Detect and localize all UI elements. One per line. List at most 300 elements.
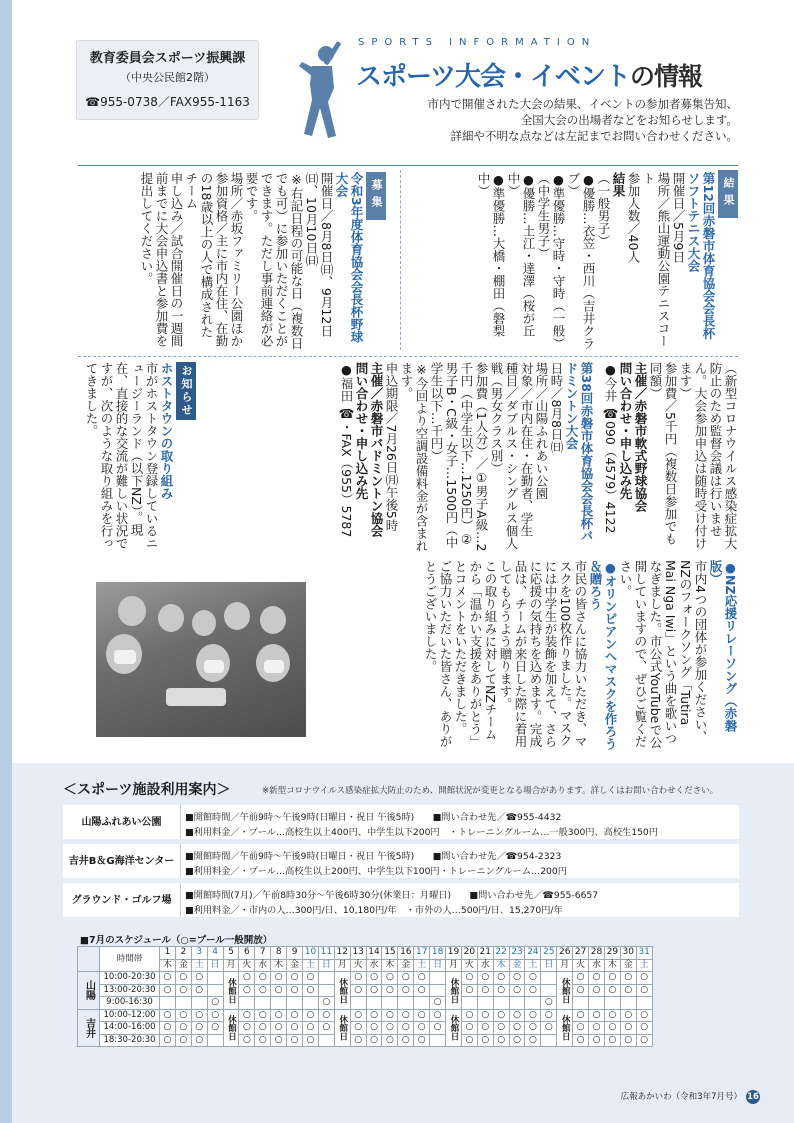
title-suffix: の情報 [629,62,702,91]
schedule-cell: ○ [461,972,477,985]
tennis-line: ●準優勝…守時・守時（一般） [551,172,566,350]
schedule-cell: ○ [493,1034,509,1047]
schedule-cell: ○ [287,972,303,985]
schedule-weekday: 金 [287,959,303,972]
schedule-day: 9 [287,947,303,960]
schedule-cell [398,997,414,1010]
schedule-cell: ○ [430,1022,446,1035]
schedule-cell: ○ [239,1009,255,1022]
schedule-day: 31 [636,947,652,960]
schedule-cell: ○ [160,1022,176,1035]
intro-line: 全国大会の出場者などをお知らせします。 [520,113,738,127]
baseball2-line: （新型コロナウイルス感染症拡大防止のため監督会議は行いません。大会参加申込は随時受け付けます） [678,362,738,550]
tennis-section [476,172,716,350]
schedule-cell: ○ [620,972,636,985]
schedule-day: 3 [191,947,207,960]
schedule-cell: ○ [350,984,366,997]
badminton-line: 参加費（1人分）／①男子A級…2千円（中学生以下…1250円）②男子B・C級・女子…1500円（中学生以下…千円） [429,362,489,552]
schedule-cell [207,984,223,997]
schedule-cell: ○ [525,1034,541,1047]
schedule-day: 14 [366,947,382,960]
schedule-cell: ○ [398,1009,414,1022]
schedule-cell [414,997,430,1010]
schedule-cell: ○ [477,1022,493,1035]
tennis-line: 参加人数／40人 [626,172,641,263]
schedule-cell: ○ [636,972,652,985]
schedule-weekday: 日 [318,959,334,972]
schedule-table [77,946,653,1047]
schedule-cell: ○ [589,1022,605,1035]
schedule-day: 4 [207,947,223,960]
schedule-cell: ○ [636,1034,652,1047]
schedule-cell: ○ [589,1009,605,1022]
schedule-cell: ○ [430,997,446,1010]
schedule-day: 30 [620,947,636,960]
schedule-weekday: 金 [509,959,525,972]
schedule-cell: ○ [398,1022,414,1035]
badminton-line: 主催／赤磐市バドミントン協会 [369,362,384,537]
schedule-cell: ○ [573,1034,589,1047]
schedule-cell [525,997,541,1010]
baseball-batter-icon [282,40,352,144]
intro-line: 市内で開催された大会の結果、イベントの参加者募集告知、 [427,97,738,111]
facility-note: ※新型コロナウイルス感染症拡大防止のため、開館状況が変更となる場合があります。詳しくはお問い合わせください。 [262,786,719,796]
schedule-day: 15 [382,947,398,960]
schedule-cell: ○ [604,1022,620,1035]
facility-line: ■開館時間(7月)／午前8時30分～午後6時30分(休業日：月曜日) ■問い合わせ先／☎955-6657 [185,890,599,901]
schedule-cell [541,972,557,985]
schedule-day: 16 [398,947,414,960]
schedule-cell: ○ [461,984,477,997]
baseball-line: ※右記日程の可能な日（複数日でも可）に参加いただくことができます。ただし事前連絡が必要です。 [244,172,304,350]
schedule-cell: ○ [303,972,319,985]
schedule-cell [207,972,223,985]
schedule-cell: ○ [160,984,176,997]
schedule-cell: ○ [541,997,557,1010]
tennis-line: ●優勝…土江・達澤（桜が丘中） [506,172,536,337]
schedule-weekday: 木 [271,959,287,972]
schedule-day: 20 [461,947,477,960]
schedule-cell: ○ [477,972,493,985]
schedule-day: 22 [493,947,509,960]
schedule-cell: ○ [541,1022,557,1035]
schedule-cell: ○ [541,1009,557,1022]
schedule-cell: ○ [398,984,414,997]
schedule-day: 5 [223,947,239,960]
baseball-line: 開催日／8月8日㈰、9月12日㈰、10月10日㈰ [304,172,334,337]
schedule-cell: ○ [525,984,541,997]
badminton-line: 問い合わせ・申し込み先 [354,362,369,500]
schedule-cell: ○ [398,1034,414,1047]
hosttown-section-cont [318,560,738,750]
schedule-closed: 休館日 [223,972,239,1010]
schedule-cell: ○ [461,1022,477,1035]
schedule-cell: ○ [461,1034,477,1047]
schedule-cell: ○ [350,972,366,985]
schedule-cell: ○ [239,984,255,997]
schedule-cell: ○ [493,1009,509,1022]
schedule-cell [493,997,509,1010]
schedule-cell [287,997,303,1010]
schedule-cell: ○ [382,1009,398,1022]
schedule-cell: ○ [160,1009,176,1022]
schedule-closed: 休館日 [446,1009,462,1047]
schedule-cell: ○ [255,1009,271,1022]
group-photo [96,582,306,737]
schedule-cell: ○ [303,1034,319,1047]
schedule-weekday: 火 [461,959,477,972]
schedule-day: 29 [604,947,620,960]
baseball-section-cont [596,362,738,554]
schedule-cell: ○ [525,1022,541,1035]
schedule-day: 8 [271,947,287,960]
schedule-day: 10 [303,947,319,960]
baseball-line: 申し込み／試合開催日の一週間前までに大会申込書と参加費を提出してください。 [139,172,184,347]
badminton-line: 場所／山陽ふれあい公園 [534,362,549,500]
schedule-cell: ○ [303,984,319,997]
schedule-weekday: 火 [573,959,589,972]
schedule-cell [541,1034,557,1047]
schedule-cell: ○ [414,972,430,985]
schedule-weekday: 日 [541,959,557,972]
schedule-time: 18:30-20:30 [100,1034,160,1047]
schedule-weekday: 火 [239,959,255,972]
schedule-cell: ○ [191,972,207,985]
baseball-line: 場所／赤坂ファミリー公園ほか [229,172,244,347]
facility-line: ■利用料金／・市内の人…300円/日、10,180円/年 ・市外の人…500円/日、15,270円/年 [185,905,563,916]
schedule-cell [207,1034,223,1047]
schedule-day: 21 [477,947,493,960]
schedule-cell: ○ [160,1034,176,1047]
schedule-cell: ○ [509,1022,525,1035]
schedule-cell [175,997,191,1010]
schedule-cell [620,997,636,1010]
schedule-cell [573,997,589,1010]
baseball-title: 令和3年度体育協会会長杯野球大会 [334,172,364,344]
schedule-cell: ○ [191,1034,207,1047]
hosttown-line: この取り組みに対してNZチームから「温かい支援をありがとう」とコメントをいただきました。 [453,560,498,748]
schedule-cell: ○ [620,1009,636,1022]
schedule-cell: ○ [589,1034,605,1047]
schedule-cell: ○ [430,1009,446,1022]
schedule-weekday: 土 [191,959,207,972]
schedule-cell: ○ [287,1022,303,1035]
intro-text [428,96,739,144]
schedule-cell [430,1034,446,1047]
baseball2-line: 参加費／5千円（複数日参加でも同額） [648,362,678,545]
schedule-cell: ○ [414,1034,430,1047]
dept-place: （中央公民館2階） [120,71,215,84]
schedule-weekday: 月 [223,959,239,972]
schedule-cell: ○ [191,1022,207,1035]
schedule-cell: ○ [303,1022,319,1035]
schedule-cell: ○ [271,972,287,985]
schedule-closed: 休館日 [557,972,573,1010]
tennis-line: （中学生男子） [536,172,551,260]
divider [400,170,401,350]
page-title [356,56,702,93]
schedule-cell: ○ [255,1022,271,1035]
schedule-cell: ○ [175,984,191,997]
schedule-cell: ○ [271,1009,287,1022]
schedule-closed: 休館日 [446,972,462,1010]
tennis-line: ●優勝…衣笠・西川（吉井クラブ） [566,172,596,350]
dept-tel: ☎955-0738／FAX955-1163 [85,95,250,109]
schedule-cell: ○ [509,984,525,997]
schedule-weekday: 火 [350,959,366,972]
schedule-facility: 山陽 [78,972,100,1010]
schedule-cell: ○ [382,984,398,997]
schedule-cell [271,997,287,1010]
schedule-cell: ○ [207,997,223,1010]
schedule-closed: 休館日 [334,972,350,1010]
schedule-day: 2 [175,947,191,960]
sports-info-label: SPORTS INFORMATION [358,37,597,48]
schedule-closed: 休館日 [223,1009,239,1047]
schedule-weekday: 土 [525,959,541,972]
schedule-cell: ○ [287,1009,303,1022]
schedule-closed: 休館日 [334,1009,350,1047]
hosttown-line: ●NZ応援リレーソング（赤磐版） [708,560,738,733]
schedule-cell [366,997,382,1010]
hosttown-line: ●オリンピアンへマスクを作ろう＆贈ろう [588,560,618,750]
schedule-cell [477,997,493,1010]
schedule-weekday: 水 [589,959,605,972]
schedule-cell: ○ [271,1034,287,1047]
tennis-line: 開催日／5月9日 [671,172,686,263]
schedule-cell: ○ [239,1034,255,1047]
schedule-cell [382,997,398,1010]
schedule-cell: ○ [366,1034,382,1047]
hosttown-line: 市民の皆さんに協力いただき、マスクを100枚作りました。マスクには中学生が装飾を加えて、さらに応援の気持ちを込めます。完成品は、チームが来日した際に着用してもらうよう贈ります。 [498,560,588,748]
schedule-cell: ○ [477,984,493,997]
badminton-section [228,362,594,554]
schedule-day: 11 [318,947,334,960]
schedule-cell [430,984,446,997]
schedule-closed: 休館日 [557,1009,573,1047]
schedule-cell: ○ [604,984,620,997]
schedule-weekday: 日 [430,959,446,972]
schedule-day: 19 [446,947,462,960]
baseball2-line: 主催／赤磐市軟式野球協会 [633,362,648,512]
schedule-day: 24 [525,947,541,960]
schedule-cell: ○ [589,984,605,997]
schedule-cell: ○ [160,972,176,985]
schedule-weekday: 土 [636,959,652,972]
schedule-weekday: 月 [557,959,573,972]
facility-row [63,805,739,839]
schedule-timeband-header: 時間帯 [100,947,160,972]
schedule-cell: ○ [318,1009,334,1022]
schedule-day: 17 [414,947,430,960]
schedule-cell [589,997,605,1010]
schedule-cell: ○ [509,1009,525,1022]
schedule-cell: ○ [366,1022,382,1035]
schedule-cell: ○ [509,972,525,985]
schedule-cell: ○ [175,1034,191,1047]
schedule-cell: ○ [366,1009,382,1022]
schedule-weekday: 日 [207,959,223,972]
schedule-facility: 吉井 [78,1009,100,1047]
schedule-cell: ○ [175,1022,191,1035]
schedule-cell: ○ [461,1009,477,1022]
tennis-line: （一般男子） [596,172,611,247]
schedule-cell [461,997,477,1010]
schedule-cell: ○ [620,1022,636,1035]
schedule-cell: ○ [350,1022,366,1035]
schedule-cell: ○ [271,1022,287,1035]
schedule-cell: ○ [191,984,207,997]
schedule-cell: ○ [287,984,303,997]
schedule-cell: ○ [589,972,605,985]
schedule-cell: ○ [414,1009,430,1022]
schedule-cell [239,997,255,1010]
schedule-cell: ○ [493,972,509,985]
schedule-cell: ○ [318,1022,334,1035]
schedule-cell: ○ [493,984,509,997]
facility-name: 吉井B＆G海洋センター [63,844,181,878]
schedule-corner [78,947,100,972]
schedule-time: 14:00-16:00 [100,1022,160,1035]
facility-line: ■利用料金／・プール…高校生以上200円、中学生以下100円・トレーニングルーム…200円 [185,866,567,877]
hosttown-section [70,362,174,554]
schedule-cell: ○ [382,1022,398,1035]
schedule-day: 7 [255,947,271,960]
schedule-cell: ○ [525,972,541,985]
schedule-day: 27 [573,947,589,960]
schedule-weekday: 水 [255,959,271,972]
schedule-day: 1 [160,947,176,960]
schedule-cell [303,997,319,1010]
schedule-cell: ○ [382,972,398,985]
schedule-day: 23 [509,947,525,960]
schedule-cell [160,997,176,1010]
schedule-cell: ○ [239,1022,255,1035]
schedule-day: 12 [334,947,350,960]
schedule-weekday: 木 [604,959,620,972]
schedule-cell: ○ [207,1022,223,1035]
schedule-cell: ○ [382,1034,398,1047]
schedule-cell: ○ [350,1009,366,1022]
schedule-cell: ○ [604,1034,620,1047]
schedule-weekday: 土 [414,959,430,972]
baseball2-line: ●今井 ☎090（4579）4122 [603,362,618,534]
schedule-cell: ○ [414,984,430,997]
schedule-weekday: 木 [493,959,509,972]
tennis-line: ●準優勝…大橋・棚田（磐梨中） [476,172,506,337]
schedule-day: 28 [589,947,605,960]
footer-text: 広報あかいわ（令和3年7月号） [620,1092,742,1102]
schedule-title: ■7月のスケジュール（○=プール一般開放） [80,935,273,946]
schedule-cell: ○ [509,1034,525,1047]
schedule-weekday: 月 [446,959,462,972]
schedule-cell: ○ [303,1009,319,1022]
schedule-cell: ○ [366,972,382,985]
footer [621,1090,760,1104]
hosttown-line: 市がホストタウン登録しているニュージーランド（以下NZ）。現在、直接的な交流が難しい状況ですが、次のような取り組みを行ってきました。 [84,362,159,550]
schedule-cell: ○ [573,972,589,985]
side-strip [0,0,12,1123]
schedule-cell: ○ [477,1034,493,1047]
schedule-weekday: 水 [366,959,382,972]
schedule-cell: ○ [175,1009,191,1022]
badge-recruit: 募集 [366,172,386,220]
schedule-cell: ○ [477,1009,493,1022]
baseball2-line: 問い合わせ・申し込み先 [618,362,633,500]
schedule-cell: ○ [207,1009,223,1022]
schedule-cell: ○ [271,984,287,997]
schedule-cell: ○ [573,1022,589,1035]
badminton-title: 第38回赤磐市体育協会会長杯バドミントン大会 [564,362,594,542]
schedule-day: 26 [557,947,573,960]
schedule-cell [430,972,446,985]
hosttown-line: 市内4つの団体が参加ください、NZのフォークソング「Tutira Mai Nga Iwi」という曲を歌いつなぎました。市公式YouTubeで公開していますので、ぜひご覧ください。 [618,560,708,749]
schedule-cell: ○ [620,984,636,997]
hosttown-line: ご協力いただいた皆さん、ありがとうございました。 [423,560,453,748]
schedule-day: 25 [541,947,557,960]
badge-result: 結果 [718,170,738,218]
schedule-cell: ○ [287,1034,303,1047]
tennis-title: 第12回赤磐市体育協会会長杯ソフトテニス大会 [686,172,716,340]
schedule-cell: ○ [255,972,271,985]
divider [78,356,738,357]
divider [78,165,738,166]
facility-line: ■開館時間／午前9時～午後9時(日曜日・祝日 午後5時) ■問い合わせ先／☎955-4432 [185,812,562,823]
schedule-cell [636,997,652,1010]
schedule-weekday: 土 [303,959,319,972]
badminton-line: 対象／市内在住・在勤者、学生 [519,362,534,537]
schedule-cell [350,997,366,1010]
schedule-cell: ○ [573,984,589,997]
schedule-weekday: 木 [160,959,176,972]
schedule-weekday: 金 [175,959,191,972]
dept-box [76,40,259,120]
schedule-cell [318,1034,334,1047]
schedule-cell: ○ [636,1009,652,1022]
schedule-time: 10:00-12:00 [100,1009,160,1022]
schedule-cell: ○ [573,1009,589,1022]
schedule-time: 10:00-20:30 [100,972,160,985]
schedule-cell: ○ [525,1009,541,1022]
schedule-cell: ○ [191,1009,207,1022]
facility-name: 山陽ふれあい公園 [63,805,181,839]
baseball-section [76,172,364,350]
schedule-weekday: 水 [477,959,493,972]
hosttown-title: ホストタウンの取り組み [159,362,174,500]
schedule-cell: ○ [636,1022,652,1035]
schedule-cell: ○ [636,984,652,997]
facility-row [63,883,739,917]
schedule-weekday: 金 [620,959,636,972]
schedule-cell: ○ [493,1022,509,1035]
schedule-weekday: 木 [382,959,398,972]
facility-row [63,844,739,878]
schedule-cell [255,997,271,1010]
schedule-cell: ○ [604,972,620,985]
schedule-cell [541,984,557,997]
schedule-cell: ○ [255,1034,271,1047]
schedule-cell [509,997,525,1010]
schedule-cell: ○ [366,984,382,997]
badminton-line: 申込期限／7月26日㈪午後5時 [384,362,399,532]
facility-line: ■開館時間／午前9時～午後9時(日曜日・祝日 午後5時) ■問い合わせ先／☎954-2323 [185,851,562,862]
schedule-cell: ○ [620,1034,636,1047]
schedule-time: 13:00-20:30 [100,984,160,997]
page-number: 16 [747,1092,759,1102]
badminton-line: ※今回より空調設備料金が含まれます。 [399,362,429,552]
badminton-line: 日時／8月8日㈰ [549,362,564,453]
schedule-cell: ○ [239,972,255,985]
